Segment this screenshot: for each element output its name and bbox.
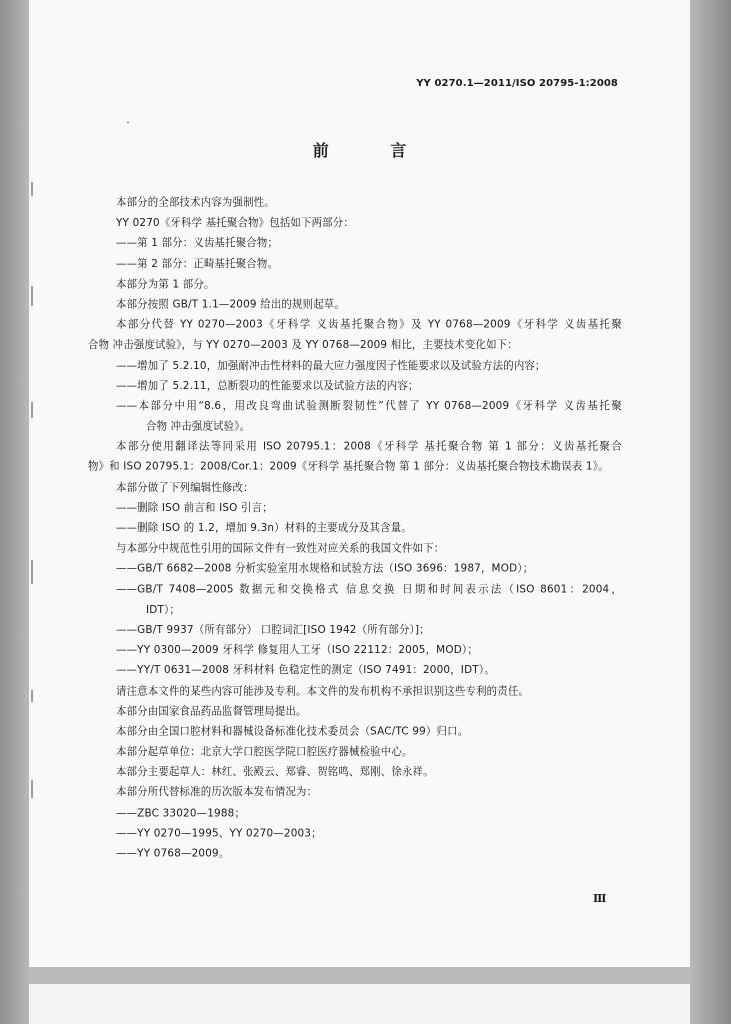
list-item: ——ZBC 33020—1988； <box>116 806 246 820</box>
list-item: ——YY 0300—2009 牙科学 修复用人工牙（ISO 22112：2005，MOD）； <box>116 643 478 657</box>
paragraph-line: 请注意本文件的某些内容可能涉及专利。本文件的发布机构不承担识别这些专利的责任。 <box>116 684 530 698</box>
scan-margin-mark <box>31 182 33 196</box>
scan-margin-mark <box>31 560 33 584</box>
paragraph-line: 本部分代替 YY 0270—2003《牙科学 义齿基托聚合物》及 YY 0768—2009《牙科学 义齿基托聚 <box>116 318 622 331</box>
list-item: ——YY/T 0631—2008 牙科材料 色稳定性的测定（ISO 7491：2000，IDT）。 <box>116 663 495 677</box>
list-item: ——增加了 5.2.11，总断裂功的性能要求以及试验方法的内容； <box>116 379 419 392</box>
paragraph-line: 本部分做了下列编辑性修改： <box>116 480 254 494</box>
paragraph-line: 本部分由国家食品药品监督管理局提出。 <box>116 704 307 718</box>
list-item: ——删除 ISO 前言和 ISO 引言； <box>116 501 273 514</box>
document-page <box>29 0 690 967</box>
paragraph-line: 本部分起草单位：北京大学口腔医学院口腔医疗器械检验中心。 <box>116 745 413 759</box>
page-title: 前 言 <box>312 141 435 160</box>
list-item-continuation: 合物 冲击强度试验》。 <box>146 419 251 433</box>
scan-margin-mark <box>31 690 33 702</box>
next-page-edge <box>29 984 690 1024</box>
scan-margin-mark <box>31 286 33 306</box>
scan-margin-mark <box>31 402 33 418</box>
paragraph-line: 本部分主要起草人：林红、张殿云、郑睿、贺铭鸣、郑刚、徐永祥。 <box>116 765 434 779</box>
paragraph-line: 物》和 ISO 20795.1：2008/Cor.1：2009《牙科学 基托聚合物 第 1 部分：义齿基托聚合物技术勘误表 1》。 <box>88 460 609 474</box>
list-item: ——YY 0768—2009。 <box>116 847 230 860</box>
list-item: ——删除 ISO 的 1.2，增加 9.3n）材料的主要成分及其含量。 <box>116 521 412 535</box>
list-item: ——增加了 5.2.10，加强耐冲击性材料的最大应力强度因子性能要求以及试验方法的内容； <box>116 358 546 372</box>
paragraph-line: 本部分使用翻译法等同采用 ISO 20795.1：2008《牙科学 基托聚合物 第 1 部分：义齿基托聚合 <box>116 440 622 453</box>
paragraph-line: 合物 冲击强度试验》，与 YY 0270—2003 及 YY 0768—2009 相比，主要技术变化如下： <box>88 338 518 352</box>
list-item: ——GB/T 6682—2008 分析实验室用水规格和试验方法（ISO 3696：1987，MOD）； <box>116 562 534 575</box>
paragraph-line: 本部分为第 1 部分。 <box>116 277 215 291</box>
list-item: ——第 1 部分：义齿基托聚合物； <box>116 236 279 250</box>
paragraph-line: 与本部分中规范性引用的国际文件有一致性对应关系的我国文件如下： <box>116 541 445 555</box>
list-item: ——YY 0270—1995、YY 0270—2003； <box>116 826 322 840</box>
list-item-continuation: IDT）； <box>146 602 180 616</box>
standard-number-header: YY 0270.1—2011/ISO 20795-1:2008 <box>416 78 618 89</box>
paragraph-line: YY 0270《牙科学 基托聚合物》包括如下两部分： <box>116 216 354 230</box>
paragraph-line: 本部分按照 GB/T 1.1—2009 给出的规则起草。 <box>116 297 345 311</box>
list-item: ——本部分中用“8.6，用改良弯曲试验测断裂韧性”代替了 YY 0768—2009《牙科学 义齿基托聚 <box>116 399 622 413</box>
list-item: ——GB/T 9937（所有部分） 口腔词汇[ISO 1942（所有部分）]； <box>116 623 430 637</box>
scan-speck <box>127 122 129 123</box>
scan-margin-mark <box>31 780 33 798</box>
paragraph-line: 本部分由全国口腔材料和器械设备标准化技术委员会（SAC/TC 99）归口。 <box>116 724 469 738</box>
page-number: Ⅲ <box>593 892 607 905</box>
foreword-body <box>88 193 622 864</box>
list-item: ——GB/T 7408—2005 数据元和交换格式 信息交换 日期和时间表示法（ISO 8601：2004， <box>116 582 622 596</box>
paragraph-line: 本部分所代替标准的历次版本发布情况为： <box>116 786 318 799</box>
paragraph-line: 本部分的全部技术内容为强制性。 <box>116 196 275 209</box>
list-item: ——第 2 部分：正畸基托聚合物。 <box>116 257 279 270</box>
